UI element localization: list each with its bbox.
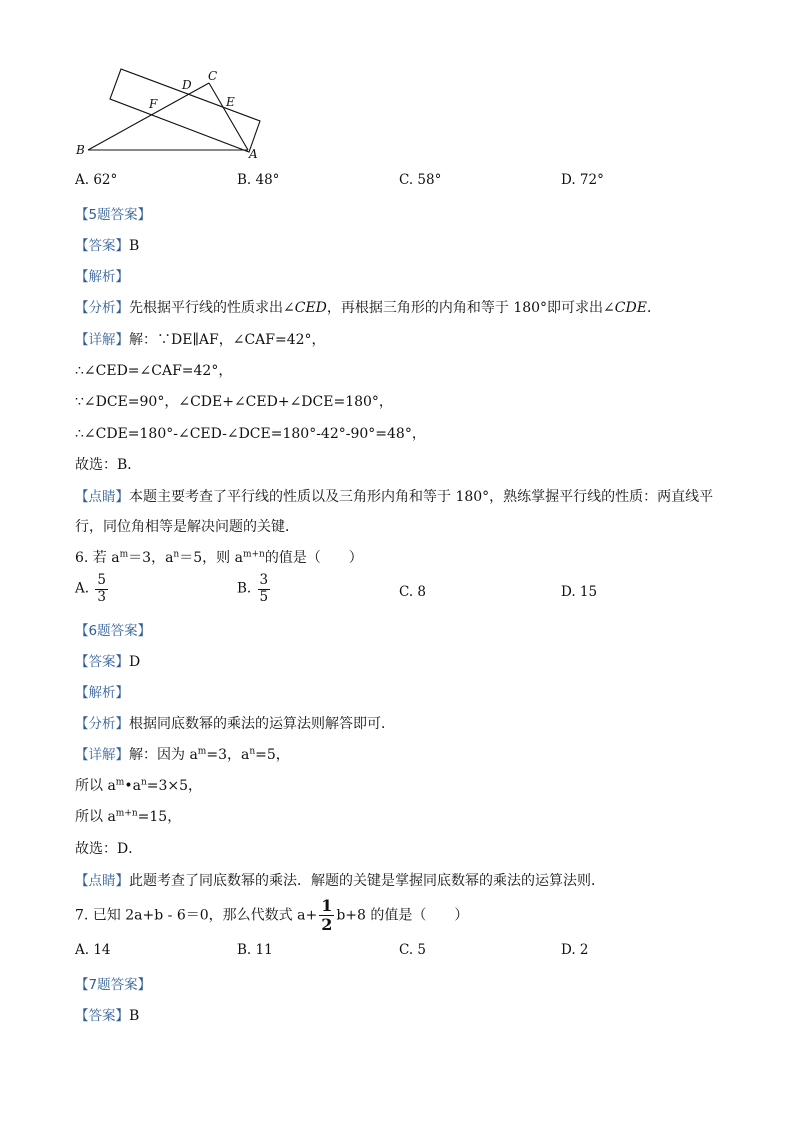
q6-detail-4: 故选：D． bbox=[75, 841, 143, 857]
answer-tag: 【答案】 bbox=[75, 1008, 129, 1024]
q5-dianjing-2: 行，同位角相等是解决问题的关键． bbox=[75, 519, 299, 535]
q7-option-c: C. 5 bbox=[399, 942, 427, 958]
q6-d2-b: •a bbox=[124, 778, 141, 794]
frac-num: 1 bbox=[321, 896, 333, 915]
fraction-3-5 bbox=[258, 574, 271, 604]
q6-d1-sup-m: m bbox=[197, 746, 207, 757]
segment-BC bbox=[88, 83, 209, 150]
q6-d2-sup-m: m bbox=[115, 777, 125, 788]
q6-stem-4: 的值是（ ） bbox=[264, 550, 363, 566]
frac-den: 2 bbox=[321, 915, 333, 934]
fraction-1-2 bbox=[319, 898, 334, 933]
q6-analysis-header: 【解析】 bbox=[75, 685, 129, 701]
q6-detail-2 bbox=[75, 775, 202, 795]
q7-stem-2: b+8 的值是（ ） bbox=[336, 907, 469, 924]
label-C: C bbox=[208, 69, 218, 83]
q7-answer-line bbox=[75, 1004, 139, 1024]
q6-stem-1: 6. 若 a bbox=[75, 550, 120, 566]
q7-stem-1: 7. 已知 2a+b - 6＝0，那么代数式 a+ bbox=[75, 907, 318, 924]
q6-d3-b: =15， bbox=[137, 809, 182, 825]
q5-option-b: B. 48° bbox=[237, 172, 280, 188]
fenxi-angle-cde: CDE bbox=[614, 300, 647, 316]
detail-tag: 【详解】 bbox=[75, 332, 129, 348]
q5-detail-4: ∴∠CDE=180°-∠CED-∠DCE=180°-42°-90°=48°， bbox=[75, 426, 426, 442]
q6-answer-header: 【6题答案】 bbox=[75, 623, 152, 639]
q5-detail-3: ∵∠DCE=90°，∠CDE+∠CED+∠DCE=180°， bbox=[75, 394, 393, 410]
q6-d2-c: =3×5， bbox=[146, 778, 203, 794]
q6-detail-line bbox=[75, 743, 290, 764]
q6-option-b bbox=[237, 574, 272, 604]
fenxi-tag: 【分析】 bbox=[75, 300, 129, 316]
segment-CA bbox=[209, 83, 248, 150]
q5-answer: B bbox=[129, 238, 140, 254]
q6-d3-sup: m+n bbox=[115, 808, 138, 819]
q5-answer-header: 【5题答案】 bbox=[75, 207, 152, 223]
q5-detail-1: 解：∵DE∥AF，∠CAF=42°， bbox=[129, 332, 326, 348]
answer-tag: 【答案】 bbox=[75, 654, 129, 670]
q6-option-b-label: B. bbox=[237, 580, 252, 597]
q6-answer-line bbox=[75, 650, 140, 670]
q5-detail-5: 故选：B． bbox=[75, 457, 142, 473]
q6-d1-c: =5， bbox=[255, 747, 290, 763]
fraction-5-3 bbox=[95, 574, 108, 604]
q5-answer-line bbox=[75, 234, 139, 254]
q7-option-a: A. 14 bbox=[75, 942, 111, 958]
geometry-figure bbox=[70, 62, 270, 162]
frac-den: 5 bbox=[259, 588, 269, 605]
label-D: D bbox=[182, 78, 192, 92]
q5-fenxi-line bbox=[75, 296, 661, 317]
q7-option-b: B. 11 bbox=[237, 942, 273, 958]
fenxi-tag: 【分析】 bbox=[75, 716, 129, 732]
q6-d1-a: 解：因为 a bbox=[129, 747, 198, 763]
q6-sup-n: n bbox=[173, 549, 180, 560]
q6-stem bbox=[75, 547, 363, 567]
q7-options bbox=[75, 942, 735, 966]
q6-fenxi-line bbox=[75, 712, 395, 733]
dianjing-tag: 【点睛】 bbox=[75, 873, 129, 889]
q6-option-a bbox=[75, 574, 110, 604]
q6-dianjing: 此题考查了同底数幂的乘法．解题的关键是掌握同底数幂的乘法的运算法则． bbox=[129, 873, 605, 889]
q6-d3-a: 所以 a bbox=[75, 809, 116, 825]
q5-options bbox=[75, 172, 735, 196]
q6-d1-sup-n: n bbox=[249, 746, 256, 757]
fenxi-text-3: ． bbox=[646, 300, 661, 316]
q5-option-c: C. 58° bbox=[399, 172, 442, 188]
q7-option-d: D. 2 bbox=[561, 942, 589, 958]
frac-den: 3 bbox=[97, 588, 106, 605]
q6-d2-a: 所以 a bbox=[75, 778, 116, 794]
q6-options bbox=[75, 574, 735, 612]
q6-dianjing-line bbox=[75, 869, 605, 890]
answer-tag: 【答案】 bbox=[75, 238, 129, 254]
label-B: B bbox=[76, 143, 85, 157]
q5-dianjing-line bbox=[75, 485, 713, 506]
q6-d1-b: =3，a bbox=[206, 747, 250, 763]
q5-option-a: A. 62° bbox=[75, 172, 118, 188]
q6-option-c: C. 8 bbox=[399, 584, 427, 600]
detail-tag: 【详解】 bbox=[75, 747, 129, 763]
q5-option-d: D. 72° bbox=[561, 172, 604, 188]
q7-stem bbox=[75, 898, 468, 933]
frac-num: 5 bbox=[97, 572, 106, 588]
q5-detail-line bbox=[75, 328, 326, 349]
fenxi-text-2: ，再根据三角形的内角和等于 180°即可求出∠ bbox=[326, 300, 615, 316]
q6-d2-sup-n: n bbox=[140, 777, 147, 788]
q5-analysis-header: 【解析】 bbox=[75, 269, 129, 285]
q5-detail-2: ∴∠CED=∠CAF=42°， bbox=[75, 363, 233, 379]
dianjing-tag: 【点睛】 bbox=[75, 489, 129, 505]
label-A: A bbox=[249, 147, 258, 161]
q6-option-d: D. 15 bbox=[561, 584, 598, 600]
frac-num: 3 bbox=[259, 572, 269, 588]
q7-answer: B bbox=[129, 1008, 140, 1024]
q6-sup-mn: m+n bbox=[242, 549, 265, 560]
fenxi-text-1: 先根据平行线的性质求出∠ bbox=[129, 300, 295, 316]
q6-fenxi: 根据同底数幂的乘法的运算法则解答即可． bbox=[129, 716, 395, 732]
triangle-rectangle-diagram bbox=[70, 62, 270, 162]
q6-stem-3: ＝5，则 a bbox=[179, 550, 243, 566]
q6-answer: D bbox=[129, 654, 141, 670]
q6-detail-3 bbox=[75, 806, 181, 826]
q7-answer-header: 【7题答案】 bbox=[75, 977, 152, 993]
label-F: F bbox=[149, 97, 158, 111]
q6-stem-2: ＝3，a bbox=[128, 550, 174, 566]
q5-dianjing-1: 本题主要考查了平行线的性质以及三角形内角和等于 180°，熟练掌握平行线的性质：两直线平 bbox=[129, 489, 714, 505]
q6-option-a-label: A. bbox=[75, 580, 90, 597]
fenxi-angle-ced: CED bbox=[294, 300, 327, 316]
q6-sup-m: m bbox=[119, 549, 129, 560]
label-E: E bbox=[226, 95, 235, 109]
